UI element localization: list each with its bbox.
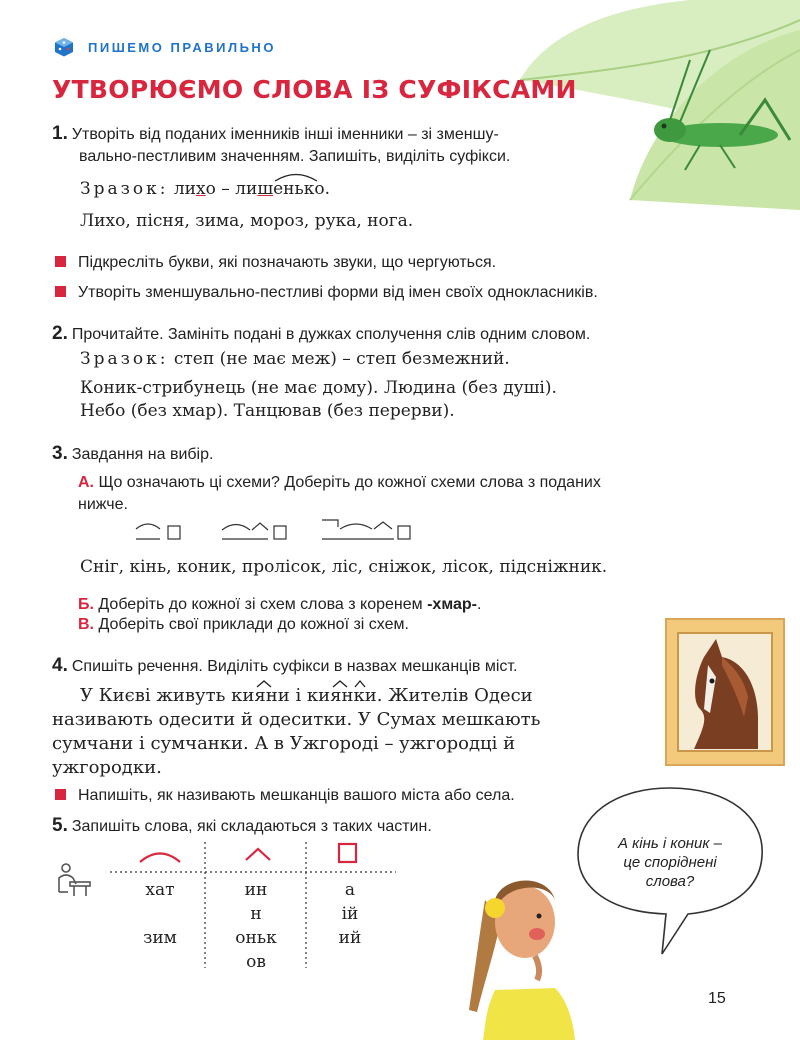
table-cell: ій (341, 904, 359, 924)
task4-bullet (55, 785, 515, 807)
page-title: УТВОРЮЄМО СЛОВА ІЗ СУФІКСАМИ (52, 75, 577, 104)
task3-a-line2: нижче. (78, 496, 128, 513)
task3-instruction (52, 443, 213, 466)
task1-bullet2 (55, 282, 598, 304)
task1-number: 1. (52, 123, 68, 144)
scheme-prefix-root-suffix-ending (322, 520, 410, 539)
task4-instruction (52, 655, 517, 678)
task3-b-text: Доберіть до кожної зі схем слова з коренем (98, 596, 428, 613)
task5-number: 5. (52, 815, 68, 836)
task3-a-letter: А. (78, 474, 94, 491)
task4-line4: ужгородки. (52, 757, 162, 778)
page-number: 15 (708, 990, 726, 1007)
scheme-root-ending (136, 524, 180, 539)
table-cell: а (344, 880, 356, 900)
task3-v (78, 614, 409, 636)
task3-number: 3. (52, 443, 68, 464)
task2-line1: Коник-стрибунець (не має дому). Людина (без душі). (80, 378, 557, 398)
scheme-root-suffix-ending (222, 523, 286, 539)
bullet-square (55, 256, 66, 267)
section-label: ПИШЕМО ПРАВИЛЬНО (88, 39, 276, 55)
girl-illustration (455, 860, 585, 1040)
table-cell (112, 950, 208, 974)
root-symbol (140, 854, 180, 863)
task3-b-end: . (476, 596, 482, 613)
bullet-square (55, 286, 66, 297)
bullet-square (55, 789, 66, 800)
sample-word2-a: ли (235, 179, 258, 199)
table-col-suffix (208, 878, 304, 974)
table-cell: зим (143, 928, 177, 948)
task4-number: 4. (52, 655, 68, 676)
task1-sample (80, 178, 330, 201)
task3-b-letter: Б. (78, 596, 94, 613)
speech-bubble-text (585, 834, 755, 891)
task2-sample-text: степ (не має меж) – степ безмежний. (168, 349, 510, 369)
sample-word2-c: еньк (273, 179, 315, 199)
task3-b (78, 594, 481, 616)
t4-l1-b: ян (254, 685, 278, 706)
task1-bullet1 (55, 252, 496, 274)
task2-instruction (52, 323, 590, 346)
table-cell: ин (244, 880, 268, 900)
bubble-line2: це споріднені (623, 854, 717, 871)
table-cell (112, 902, 208, 926)
bubble-line1: А кінь і коник – (617, 835, 722, 852)
sample-word2-d: о. (314, 179, 331, 199)
task3-a (78, 472, 738, 516)
sample-word1-b: х (196, 179, 206, 199)
task4-line2: називають одесити й одеситки. У Сумах мешкають (52, 709, 541, 730)
task4-line3: сумчани і сумчанки. А в Ужгороді – ужгородці й (52, 733, 516, 754)
task4-text-block (52, 684, 632, 780)
sample-word1-c: о (205, 179, 216, 199)
suffix-mark (273, 179, 314, 199)
table-cell: ов (246, 952, 266, 972)
table-cell: оньк (235, 928, 277, 948)
task5-instruction (52, 815, 432, 838)
task3-a-line1: Що означають ці схеми? Доберіть до кожної схеми слова з поданих (98, 474, 601, 491)
task2-sample (80, 348, 510, 371)
sample-dash: – (215, 179, 236, 199)
task2-text: Прочитайте. Замініть подані в дужках сполучення слів одним словом. (71, 326, 591, 343)
bullet1-text: Підкресліть букви, які позначають звуки, що чергуються. (78, 254, 497, 271)
task1-text-line1: Утворіть від поданих іменників інші іменники – зі зменшу- (71, 126, 499, 143)
task3-v-letter: В. (78, 616, 94, 633)
sample-label: Зразок: (80, 179, 169, 199)
task4-bullet-text: Напишіть, як називають мешканців вашого міста або села. (78, 787, 515, 804)
task3-v-text: Доберіть свої приклади до кожної зі схем. (98, 616, 409, 633)
task1-instruction (52, 123, 652, 168)
task5-text: Запишіть слова, які складаються з таких частин. (71, 818, 432, 835)
task3-b-root: -хмар- (427, 596, 477, 613)
task2-sample-label: Зразок: (80, 349, 169, 369)
bullet2-text: Утворіть зменшувально-пестливі форми від імен своїх однокласників. (78, 284, 598, 301)
table-col-ending (305, 878, 395, 950)
task2-line2: Небо (без хмар). Танцював (без перерви). (80, 401, 455, 421)
suffix-symbol (246, 849, 270, 860)
t4-l1-d: ян (330, 685, 354, 706)
suffix-mark (254, 685, 277, 706)
t4-l1-c: и і ки (277, 685, 331, 706)
table-cell: хат (145, 880, 175, 900)
table-cell: ий (338, 928, 362, 948)
sample-word2-b: ш (257, 179, 274, 199)
table-cell: н (250, 904, 262, 924)
ending-symbol (339, 844, 356, 862)
task2-number: 2. (52, 323, 68, 344)
section-header (54, 37, 276, 57)
grasshopper-icon (640, 40, 800, 180)
suffix-mark (354, 685, 365, 706)
t4-l1-a: У Києві живуть ки (80, 685, 255, 706)
horse-picture (664, 617, 788, 769)
word-schemes (128, 515, 418, 545)
task1-words: Лихо, пісня, зима, мороз, рука, нога. (80, 211, 414, 231)
sample-word1-a: ли (173, 179, 197, 199)
task4-line1 (52, 684, 632, 708)
task3-words: Сніг, кінь, коник, пролісок, ліс, сніжок, лісок, підсніжник. (80, 557, 608, 577)
t4-l1-f: и. Жителів Одеси (364, 685, 533, 706)
table-col-root (112, 878, 208, 974)
writing-student-icon (54, 862, 92, 898)
t4-l1-e: к (353, 685, 365, 706)
task3-text: Завдання на вибір. (71, 446, 214, 463)
dice-icon (54, 37, 74, 57)
task1-text-line2: вально-пестливим значенням. Запишіть, виділіть суфікси. (79, 148, 511, 165)
task4-text: Спишіть речення. Виділіть суфікси в назвах мешканців міст. (71, 658, 518, 675)
bubble-line3: слова? (645, 873, 695, 890)
suffix-mark (330, 685, 353, 706)
